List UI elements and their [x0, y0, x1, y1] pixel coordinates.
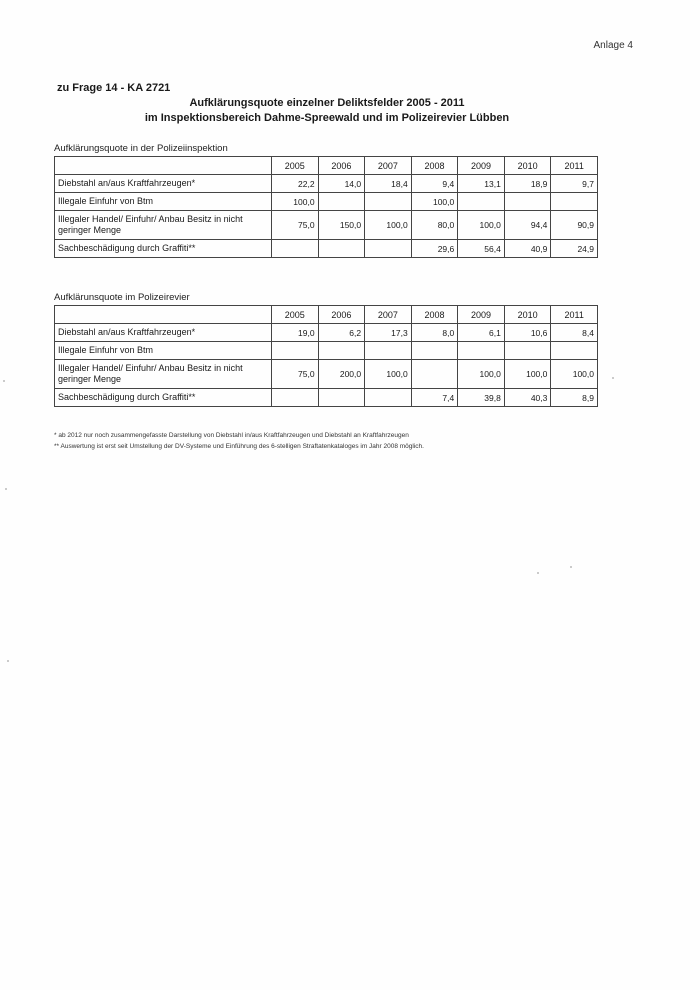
scan-speck [5, 488, 7, 490]
document-title [57, 96, 597, 126]
value-cell [318, 389, 365, 407]
value-cell [365, 342, 412, 360]
value-cell: 39,8 [458, 389, 505, 407]
table-polizeiinspektion [54, 156, 598, 258]
table-header-row [55, 306, 598, 324]
scan-speck [7, 660, 9, 662]
title-line-2: im Inspektionsbereich Dahme-Spreewald und im Polizeirevier Lübben [144, 112, 510, 124]
header-empty-cell [55, 306, 272, 324]
value-cell: 8,4 [551, 324, 598, 342]
value-cell [504, 342, 551, 360]
scan-speck [570, 566, 572, 568]
year-header-cell: 2011 [551, 157, 598, 175]
value-cell: 19,0 [272, 324, 319, 342]
title-line-1: Aufklärungsquote einzelner Deliktsfelder 2005 - 2011 [189, 97, 465, 109]
value-cell: 6,2 [318, 324, 365, 342]
year-header-cell: 2005 [272, 306, 319, 324]
scan-speck [612, 377, 614, 379]
value-cell: 10,6 [504, 324, 551, 342]
value-cell: 150,0 [318, 211, 365, 240]
value-cell: 22,2 [272, 175, 319, 193]
value-cell: 8,0 [411, 324, 458, 342]
value-cell: 200,0 [318, 360, 365, 389]
value-cell: 90,9 [551, 211, 598, 240]
value-cell: 100,0 [365, 360, 412, 389]
year-header-cell: 2008 [411, 157, 458, 175]
row-label-cell: Sachbeschädigung durch Graffiti** [55, 389, 272, 407]
row-label-cell: Illegale Einfuhr von Btm [55, 193, 272, 211]
value-cell: 9,7 [551, 175, 598, 193]
year-header-cell: 2009 [458, 157, 505, 175]
value-cell [504, 193, 551, 211]
value-cell: 18,9 [504, 175, 551, 193]
value-cell [365, 193, 412, 211]
table-header-row [55, 157, 598, 175]
question-reference: zu Frage 14 - KA 2721 [57, 82, 171, 94]
table2-title: Aufklärunsquote im Polizeirevier [54, 292, 190, 303]
table1-title: Aufklärungsquote in der Polizeiinspektion [54, 143, 228, 154]
table-row [55, 193, 598, 211]
year-header-cell: 2006 [318, 157, 365, 175]
year-header-cell: 2010 [504, 306, 551, 324]
footnotes [54, 430, 424, 452]
footnote-2: ** Auswertung ist erst seit Umstellung der DV-Systeme und Einführung des 6-stelligen Straftatenkataloges im Jahr 2008 möglich. [54, 443, 424, 450]
footnote-1: * ab 2012 nur noch zusammengefasste Darstellung von Diebstahl in/aus Kraftfahrzeugen und Diebstahl an Kraftfahrzeugen [54, 432, 409, 439]
value-cell [411, 342, 458, 360]
value-cell [272, 389, 319, 407]
value-cell [365, 240, 412, 258]
row-label-cell: Illegaler Handel/ Einfuhr/ Anbau Besitz in nicht geringer Menge [55, 360, 272, 389]
value-cell: 7,4 [411, 389, 458, 407]
value-cell: 94,4 [504, 211, 551, 240]
header-empty-cell [55, 157, 272, 175]
row-label-cell: Illegale Einfuhr von Btm [55, 342, 272, 360]
table-row [55, 324, 598, 342]
year-header-cell: 2010 [504, 157, 551, 175]
year-header-cell: 2007 [365, 157, 412, 175]
table-row [55, 342, 598, 360]
value-cell: 40,9 [504, 240, 551, 258]
annex-label: Anlage 4 [593, 40, 633, 51]
value-cell: 9,4 [411, 175, 458, 193]
value-cell [272, 240, 319, 258]
value-cell [458, 193, 505, 211]
table-row [55, 389, 598, 407]
value-cell: 100,0 [504, 360, 551, 389]
value-cell: 18,4 [365, 175, 412, 193]
value-cell [318, 342, 365, 360]
table-row [55, 175, 598, 193]
year-header-cell: 2008 [411, 306, 458, 324]
value-cell: 29,6 [411, 240, 458, 258]
value-cell: 75,0 [272, 360, 319, 389]
year-header-cell: 2009 [458, 306, 505, 324]
value-cell [458, 342, 505, 360]
value-cell: 100,0 [365, 211, 412, 240]
year-header-cell: 2006 [318, 306, 365, 324]
value-cell: 6,1 [458, 324, 505, 342]
value-cell: 24,9 [551, 240, 598, 258]
row-label-cell: Illegaler Handel/ Einfuhr/ Anbau Besitz in nicht geringer Menge [55, 211, 272, 240]
scan-speck [3, 380, 5, 382]
value-cell [411, 360, 458, 389]
value-cell: 100,0 [458, 211, 505, 240]
value-cell: 100,0 [458, 360, 505, 389]
value-cell: 13,1 [458, 175, 505, 193]
year-header-cell: 2007 [365, 306, 412, 324]
row-label-cell: Diebstahl an/aus Kraftfahrzeugen* [55, 175, 272, 193]
value-cell: 75,0 [272, 211, 319, 240]
value-cell: 100,0 [551, 360, 598, 389]
value-cell [551, 342, 598, 360]
row-label-cell: Diebstahl an/aus Kraftfahrzeugen* [55, 324, 272, 342]
value-cell [365, 389, 412, 407]
table-row [55, 211, 598, 240]
value-cell: 17,3 [365, 324, 412, 342]
value-cell: 80,0 [411, 211, 458, 240]
year-header-cell: 2005 [272, 157, 319, 175]
table-row [55, 360, 598, 389]
table-polizeirevier [54, 305, 598, 407]
scan-speck [537, 572, 539, 574]
value-cell [318, 193, 365, 211]
value-cell [272, 342, 319, 360]
year-header-cell: 2011 [551, 306, 598, 324]
value-cell: 14,0 [318, 175, 365, 193]
value-cell: 100,0 [272, 193, 319, 211]
table-row [55, 240, 598, 258]
value-cell: 8,9 [551, 389, 598, 407]
row-label-cell: Sachbeschädigung durch Graffiti** [55, 240, 272, 258]
value-cell [551, 193, 598, 211]
value-cell: 40,3 [504, 389, 551, 407]
value-cell [318, 240, 365, 258]
value-cell: 56,4 [458, 240, 505, 258]
value-cell: 100,0 [411, 193, 458, 211]
